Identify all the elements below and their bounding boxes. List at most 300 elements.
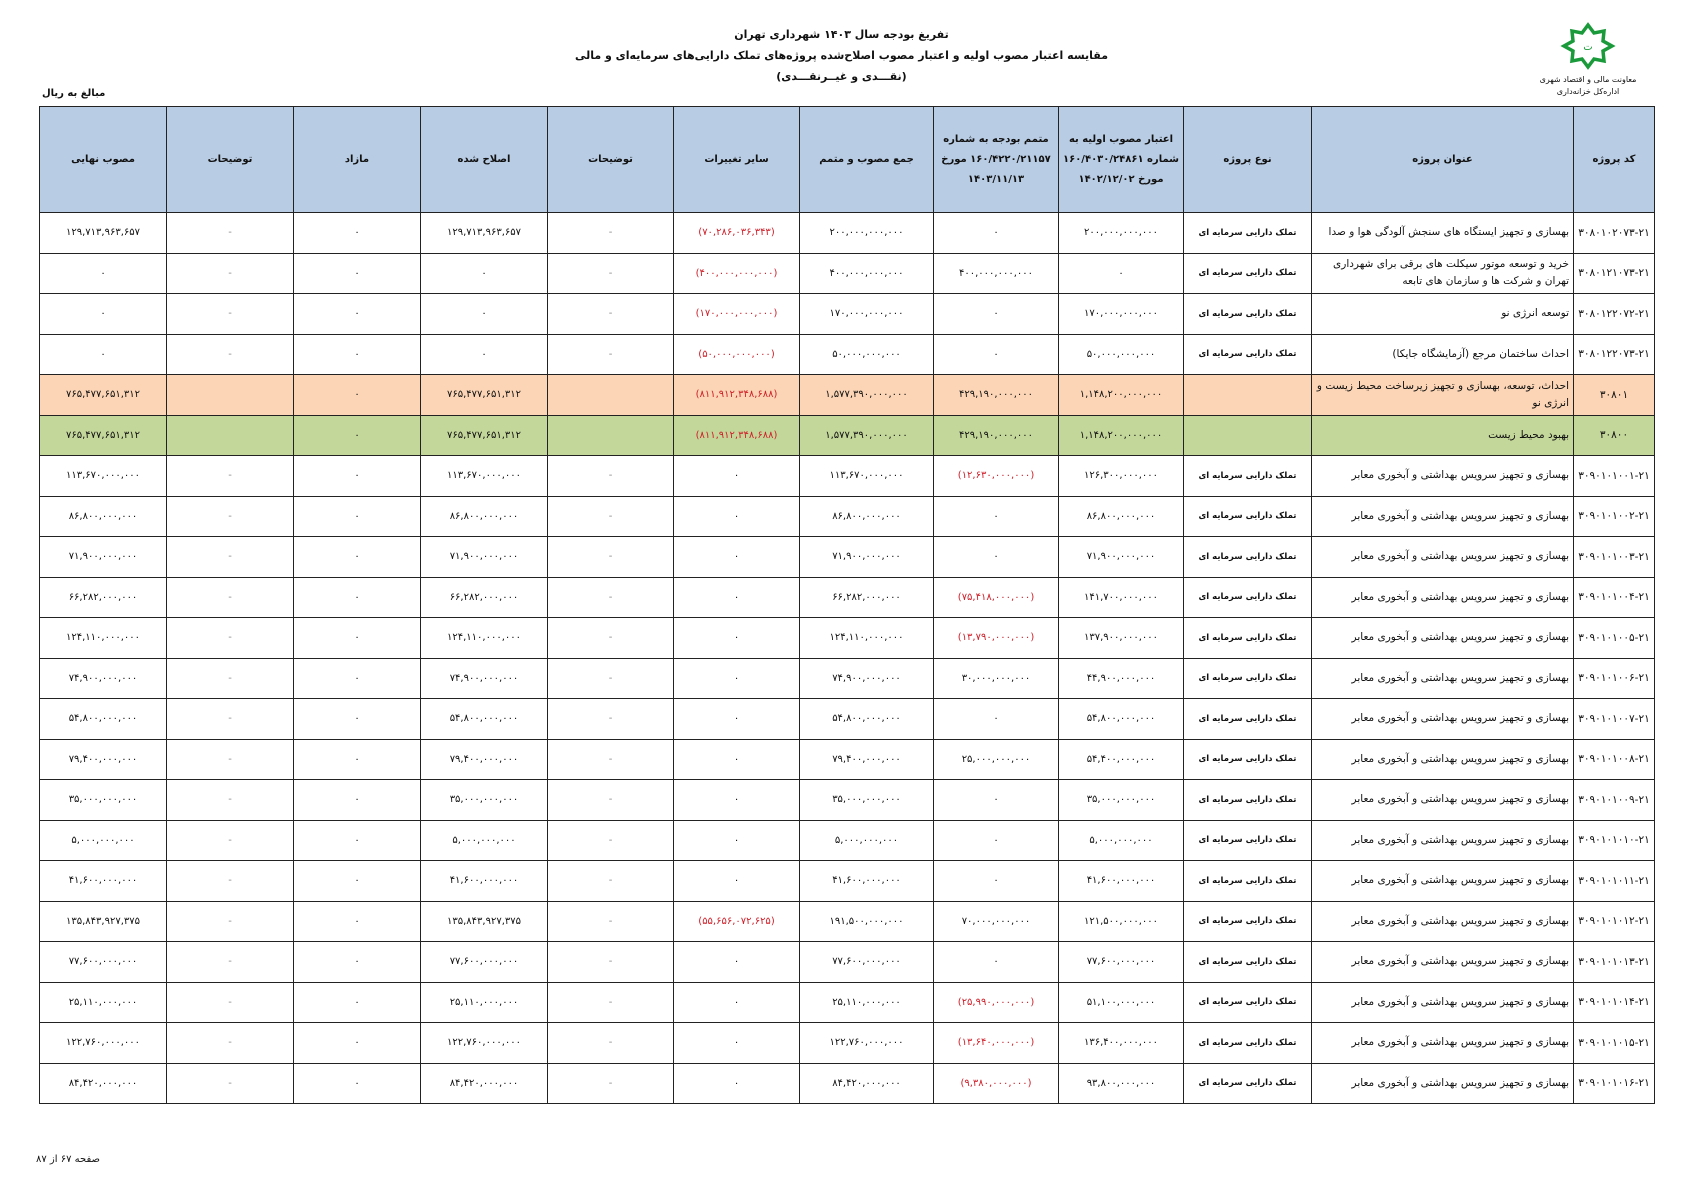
total-approved-cell: ۱۱۳,۶۷۰,۰۰۰,۰۰۰	[800, 456, 934, 497]
table-row	[40, 699, 1655, 740]
total-approved-cell: ۲۰۰,۰۰۰,۰۰۰,۰۰۰	[800, 213, 934, 254]
project-code-cell: ۳۰۹۰۱۰۱۰۰۹-۲۱	[1574, 780, 1655, 821]
final-approved-cell: ۱۳۵,۸۴۳,۹۲۷,۳۷۵	[40, 901, 167, 942]
final-approved-cell: ۷۶۵,۴۷۷,۶۵۱,۳۱۲	[40, 375, 167, 416]
surplus-cell: ۰	[294, 577, 421, 618]
logo-line-2: اداره‌کل خزانه‌داری	[1556, 87, 1620, 96]
final-approved-cell: ۱۲۴,۱۱۰,۰۰۰,۰۰۰	[40, 618, 167, 659]
notes-1-cell: -	[548, 253, 674, 294]
surplus-cell: ۰	[294, 1023, 421, 1064]
final-approved-cell: ۷۶۵,۴۷۷,۶۵۱,۳۱۲	[40, 415, 167, 456]
final-approved-cell: ۳۵,۰۰۰,۰۰۰,۰۰۰	[40, 780, 167, 821]
initial-approved-cell: ۱۷۰,۰۰۰,۰۰۰,۰۰۰	[1059, 294, 1184, 335]
notes-2-cell: -	[167, 901, 294, 942]
project-title-cell: بهسازی و تجهیز سرویس بهداشتی و آبخوری معابر	[1312, 1063, 1574, 1104]
surplus-cell: ۰	[294, 658, 421, 699]
notes-1-cell: -	[548, 334, 674, 375]
supplement-cell: ۰	[934, 699, 1059, 740]
notes-1-cell: -	[548, 861, 674, 902]
project-code-cell: ۳۰۹۰۱۰۱۰۰۵-۲۱	[1574, 618, 1655, 659]
surplus-cell: ۰	[294, 334, 421, 375]
project-title-cell: بهسازی و تجهیز سرویس بهداشتی و آبخوری معابر	[1312, 942, 1574, 983]
final-approved-cell: ۸۶,۸۰۰,۰۰۰,۰۰۰	[40, 496, 167, 537]
revised-cell: ۷۱,۹۰۰,۰۰۰,۰۰۰	[421, 537, 548, 578]
table-row	[40, 739, 1655, 780]
surplus-cell: ۰	[294, 1063, 421, 1104]
other-changes-cell: ۰	[674, 456, 800, 497]
project-type-cell: تملک دارایی سرمایه ای	[1184, 618, 1312, 659]
revised-cell: ۸۴,۴۲۰,۰۰۰,۰۰۰	[421, 1063, 548, 1104]
project-type-cell: تملک دارایی سرمایه ای	[1184, 213, 1312, 254]
header-project-title: عنوان پروژه	[1312, 107, 1574, 213]
final-approved-cell: ۱۱۳,۶۷۰,۰۰۰,۰۰۰	[40, 456, 167, 497]
project-type-cell: تملک دارایی سرمایه ای	[1184, 253, 1312, 294]
table-row-total	[40, 415, 1655, 456]
notes-1-cell: -	[548, 739, 674, 780]
surplus-cell: ۰	[294, 537, 421, 578]
project-code-cell: ۳۰۹۰۱۰۱۰۰۳-۲۱	[1574, 537, 1655, 578]
table-row	[40, 618, 1655, 659]
notes-2-cell: -	[167, 253, 294, 294]
final-approved-cell: ۱۲۹,۷۱۳,۹۶۳,۶۵۷	[40, 213, 167, 254]
project-type-cell: تملک دارایی سرمایه ای	[1184, 496, 1312, 537]
project-type-cell: تملک دارایی سرمایه ای	[1184, 294, 1312, 335]
supplement-cell: ۷۰,۰۰۰,۰۰۰,۰۰۰	[934, 901, 1059, 942]
header-surplus: مازاد	[294, 107, 421, 213]
notes-1-cell: -	[548, 577, 674, 618]
project-code-cell: ۳۰۸۰۱۲۱۰۷۳-۲۱	[1574, 253, 1655, 294]
project-title-cell: بهبود محیط زیست	[1312, 415, 1574, 456]
final-approved-cell: ۸۴,۴۲۰,۰۰۰,۰۰۰	[40, 1063, 167, 1104]
final-approved-cell: ۵۴,۸۰۰,۰۰۰,۰۰۰	[40, 699, 167, 740]
total-approved-cell: ۵,۰۰۰,۰۰۰,۰۰۰	[800, 820, 934, 861]
table-row	[40, 334, 1655, 375]
notes-2-cell: -	[167, 1063, 294, 1104]
table-row	[40, 942, 1655, 983]
project-title-cell: بهسازی و تجهیز سرویس بهداشتی و آبخوری معابر	[1312, 496, 1574, 537]
project-code-cell: ۳۰۹۰۱۰۱۰۱۶-۲۱	[1574, 1063, 1655, 1104]
total-approved-cell: ۱۷۰,۰۰۰,۰۰۰,۰۰۰	[800, 294, 934, 335]
final-approved-cell: ۵,۰۰۰,۰۰۰,۰۰۰	[40, 820, 167, 861]
revised-cell: ۷۶۵,۴۷۷,۶۵۱,۳۱۲	[421, 375, 548, 416]
currency-unit-note: مبالغ به ریال	[42, 88, 106, 99]
supplement-cell: ۴۰۰,۰۰۰,۰۰۰,۰۰۰	[934, 253, 1059, 294]
header-project-code: کد پروژه	[1574, 107, 1655, 213]
other-changes-cell: ۰	[674, 739, 800, 780]
initial-approved-cell: ۳۵,۰۰۰,۰۰۰,۰۰۰	[1059, 780, 1184, 821]
notes-1-cell: -	[548, 901, 674, 942]
project-type-cell: تملک دارایی سرمایه ای	[1184, 780, 1312, 821]
final-approved-cell: ۷۹,۴۰۰,۰۰۰,۰۰۰	[40, 739, 167, 780]
initial-approved-cell: ۱۳۷,۹۰۰,۰۰۰,۰۰۰	[1059, 618, 1184, 659]
revised-cell: ۱۲۲,۷۶۰,۰۰۰,۰۰۰	[421, 1023, 548, 1064]
notes-2-cell: -	[167, 739, 294, 780]
notes-1-cell	[548, 375, 674, 416]
project-title-cell: بهسازی و تجهیز سرویس بهداشتی و آبخوری معابر	[1312, 901, 1574, 942]
notes-2-cell: -	[167, 861, 294, 902]
initial-approved-cell: ۷۷,۶۰۰,۰۰۰,۰۰۰	[1059, 942, 1184, 983]
surplus-cell: ۰	[294, 496, 421, 537]
supplement-cell: ۰	[934, 213, 1059, 254]
initial-approved-cell: ۲۰۰,۰۰۰,۰۰۰,۰۰۰	[1059, 213, 1184, 254]
project-title-cell: توسعه انرژی نو	[1312, 294, 1574, 335]
revised-cell: ۵۴,۸۰۰,۰۰۰,۰۰۰	[421, 699, 548, 740]
document-titles	[0, 24, 1683, 87]
notes-2-cell: -	[167, 496, 294, 537]
total-approved-cell: ۷۹,۴۰۰,۰۰۰,۰۰۰	[800, 739, 934, 780]
supplement-cell: ۰	[934, 496, 1059, 537]
project-type-cell: تملک دارایی سرمایه ای	[1184, 658, 1312, 699]
notes-2-cell	[167, 375, 294, 416]
supplement-cell: ۰	[934, 294, 1059, 335]
notes-2-cell: -	[167, 294, 294, 335]
supplement-cell: ۴۲۹,۱۹۰,۰۰۰,۰۰۰	[934, 375, 1059, 416]
supplement-cell: ۰	[934, 942, 1059, 983]
table-row	[40, 213, 1655, 254]
table-row	[40, 1023, 1655, 1064]
notes-1-cell: -	[548, 820, 674, 861]
supplement-cell: ۴۲۹,۱۹۰,۰۰۰,۰۰۰	[934, 415, 1059, 456]
notes-2-cell: -	[167, 982, 294, 1023]
notes-2-cell: -	[167, 334, 294, 375]
notes-1-cell: -	[548, 294, 674, 335]
supplement-cell: (۹,۳۸۰,۰۰۰,۰۰۰)	[934, 1063, 1059, 1104]
supplement-cell: ۲۵,۰۰۰,۰۰۰,۰۰۰	[934, 739, 1059, 780]
revised-cell: ۵,۰۰۰,۰۰۰,۰۰۰	[421, 820, 548, 861]
header-total-approved: جمع مصوب و متمم	[800, 107, 934, 213]
surplus-cell: ۰	[294, 253, 421, 294]
project-type-cell	[1184, 415, 1312, 456]
other-changes-cell: ۰	[674, 577, 800, 618]
revised-cell: ۷۹,۴۰۰,۰۰۰,۰۰۰	[421, 739, 548, 780]
table-row	[40, 577, 1655, 618]
notes-2-cell: -	[167, 213, 294, 254]
notes-1-cell: -	[548, 699, 674, 740]
table-row	[40, 456, 1655, 497]
surplus-cell: ۰	[294, 456, 421, 497]
final-approved-cell: ۱۲۲,۷۶۰,۰۰۰,۰۰۰	[40, 1023, 167, 1064]
other-changes-cell: (۱۷۰,۰۰۰,۰۰۰,۰۰۰)	[674, 294, 800, 335]
supplement-cell: ۳۰,۰۰۰,۰۰۰,۰۰۰	[934, 658, 1059, 699]
notes-2-cell: -	[167, 699, 294, 740]
total-approved-cell: ۷۷,۶۰۰,۰۰۰,۰۰۰	[800, 942, 934, 983]
logo-line-1: معاونت مالی و اقتصاد شهری	[1539, 75, 1637, 84]
total-approved-cell: ۴۰۰,۰۰۰,۰۰۰,۰۰۰	[800, 253, 934, 294]
project-title-cell: بهسازی و تجهیز ایستگاه های سنجش آلودگی هوا و صدا	[1312, 213, 1574, 254]
final-approved-cell: ۷۴,۹۰۰,۰۰۰,۰۰۰	[40, 658, 167, 699]
other-changes-cell: (۵۰,۰۰۰,۰۰۰,۰۰۰)	[674, 334, 800, 375]
total-approved-cell: ۲۵,۱۱۰,۰۰۰,۰۰۰	[800, 982, 934, 1023]
other-changes-cell: ۰	[674, 820, 800, 861]
project-code-cell: ۳۰۹۰۱۰۱۰۱۲-۲۱	[1574, 901, 1655, 942]
project-type-cell: تملک دارایی سرمایه ای	[1184, 861, 1312, 902]
total-approved-cell: ۳۵,۰۰۰,۰۰۰,۰۰۰	[800, 780, 934, 821]
project-title-cell: بهسازی و تجهیز سرویس بهداشتی و آبخوری معابر	[1312, 537, 1574, 578]
project-type-cell: تملک دارایی سرمایه ای	[1184, 739, 1312, 780]
table-row	[40, 496, 1655, 537]
other-changes-cell: (۸۱۱,۹۱۲,۳۴۸,۶۸۸)	[674, 375, 800, 416]
final-approved-cell: ۰	[40, 334, 167, 375]
project-type-cell: تملک دارایی سرمایه ای	[1184, 456, 1312, 497]
initial-approved-cell: ۵۰,۰۰۰,۰۰۰,۰۰۰	[1059, 334, 1184, 375]
project-type-cell: تملک دارایی سرمایه ای	[1184, 699, 1312, 740]
surplus-cell: ۰	[294, 294, 421, 335]
table-row	[40, 294, 1655, 335]
notes-1-cell: -	[548, 982, 674, 1023]
table-row	[40, 253, 1655, 294]
report-title: تفریغ بودجه سال ۱۴۰۳ شهرداری تهران	[734, 28, 949, 41]
initial-approved-cell: ۱۳۶,۴۰۰,۰۰۰,۰۰۰	[1059, 1023, 1184, 1064]
supplement-cell: ۰	[934, 861, 1059, 902]
tehran-municipality-logo	[1533, 22, 1643, 98]
total-approved-cell: ۱۲۴,۱۱۰,۰۰۰,۰۰۰	[800, 618, 934, 659]
supplement-cell: (۱۳,۶۴۰,۰۰۰,۰۰۰)	[934, 1023, 1059, 1064]
table-row	[40, 1063, 1655, 1104]
surplus-cell: ۰	[294, 780, 421, 821]
header-supplement: متمم بودجه به شماره ۱۶۰/۴۲۲۰/۲۱۱۵۷ مورخ ۱۴۰۳/۱۱/۱۳	[934, 107, 1059, 213]
notes-2-cell: -	[167, 1023, 294, 1064]
surplus-cell: ۰	[294, 213, 421, 254]
table-row	[40, 658, 1655, 699]
total-approved-cell: ۴۱,۶۰۰,۰۰۰,۰۰۰	[800, 861, 934, 902]
table-body	[40, 213, 1655, 1104]
project-type-cell: تملک دارایی سرمایه ای	[1184, 577, 1312, 618]
initial-approved-cell: ۵۱,۱۰۰,۰۰۰,۰۰۰	[1059, 982, 1184, 1023]
supplement-cell: ۰	[934, 820, 1059, 861]
initial-approved-cell: ۹۳,۸۰۰,۰۰۰,۰۰۰	[1059, 1063, 1184, 1104]
final-approved-cell: ۷۱,۹۰۰,۰۰۰,۰۰۰	[40, 537, 167, 578]
total-approved-cell: ۸۴,۴۲۰,۰۰۰,۰۰۰	[800, 1063, 934, 1104]
report-subtitle-2: (نقـــدی و غیــرنقـــدی)	[776, 70, 907, 83]
notes-2-cell: -	[167, 820, 294, 861]
revised-cell: ۷۷,۶۰۰,۰۰۰,۰۰۰	[421, 942, 548, 983]
other-changes-cell: ۰	[674, 861, 800, 902]
initial-approved-cell: ۴۴,۹۰۰,۰۰۰,۰۰۰	[1059, 658, 1184, 699]
project-type-cell: تملک دارایی سرمایه ای	[1184, 1023, 1312, 1064]
project-code-cell: ۳۰۹۰۱۰۱۰۱۰-۲۱	[1574, 820, 1655, 861]
project-type-cell	[1184, 375, 1312, 416]
other-changes-cell: ۰	[674, 982, 800, 1023]
project-code-cell: ۳۰۸۰۱۲۲۰۷۲-۲۱	[1574, 294, 1655, 335]
initial-approved-cell: ۱۲۱,۵۰۰,۰۰۰,۰۰۰	[1059, 901, 1184, 942]
revised-cell: ۷۴,۹۰۰,۰۰۰,۰۰۰	[421, 658, 548, 699]
revised-cell: ۲۵,۱۱۰,۰۰۰,۰۰۰	[421, 982, 548, 1023]
revised-cell: ۳۵,۰۰۰,۰۰۰,۰۰۰	[421, 780, 548, 821]
project-code-cell: ۳۰۹۰۱۰۱۰۰۴-۲۱	[1574, 577, 1655, 618]
other-changes-cell: ۰	[674, 496, 800, 537]
table-row	[40, 820, 1655, 861]
svg-text:ت: ت	[1583, 42, 1593, 53]
supplement-cell: (۱۳,۷۹۰,۰۰۰,۰۰۰)	[934, 618, 1059, 659]
revised-cell: ۱۱۳,۶۷۰,۰۰۰,۰۰۰	[421, 456, 548, 497]
notes-2-cell: -	[167, 537, 294, 578]
initial-approved-cell: ۱,۱۴۸,۲۰۰,۰۰۰,۰۰۰	[1059, 375, 1184, 416]
surplus-cell: ۰	[294, 415, 421, 456]
project-type-cell: تملک دارایی سرمایه ای	[1184, 334, 1312, 375]
initial-approved-cell: ۵۴,۴۰۰,۰۰۰,۰۰۰	[1059, 739, 1184, 780]
total-approved-cell: ۵۰,۰۰۰,۰۰۰,۰۰۰	[800, 334, 934, 375]
notes-2-cell	[167, 415, 294, 456]
surplus-cell: ۰	[294, 942, 421, 983]
table-header-row	[40, 107, 1655, 213]
notes-2-cell: -	[167, 780, 294, 821]
surplus-cell: ۰	[294, 820, 421, 861]
project-type-cell: تملک دارایی سرمایه ای	[1184, 901, 1312, 942]
header-project-type: نوع پروژه	[1184, 107, 1312, 213]
other-changes-cell: ۰	[674, 942, 800, 983]
project-code-cell: ۳۰۹۰۱۰۱۰۰۱-۲۱	[1574, 456, 1655, 497]
revised-cell: ۱۲۴,۱۱۰,۰۰۰,۰۰۰	[421, 618, 548, 659]
project-title-cell: بهسازی و تجهیز سرویس بهداشتی و آبخوری معابر	[1312, 739, 1574, 780]
revised-cell: ۱۳۵,۸۴۳,۹۲۷,۳۷۵	[421, 901, 548, 942]
total-approved-cell: ۶۶,۲۸۲,۰۰۰,۰۰۰	[800, 577, 934, 618]
budget-comparison-table	[39, 106, 1655, 1104]
page-number: صفحه ۶۷ از ۸۷	[36, 1154, 101, 1165]
notes-1-cell: -	[548, 1063, 674, 1104]
total-approved-cell: ۱,۵۷۷,۳۹۰,۰۰۰,۰۰۰	[800, 375, 934, 416]
project-type-cell: تملک دارایی سرمایه ای	[1184, 982, 1312, 1023]
supplement-cell: (۱۲,۶۳۰,۰۰۰,۰۰۰)	[934, 456, 1059, 497]
notes-2-cell: -	[167, 618, 294, 659]
table-row	[40, 537, 1655, 578]
project-code-cell: ۳۰۸۰۱۰۲۰۷۳-۲۱	[1574, 213, 1655, 254]
project-type-cell: تملک دارایی سرمایه ای	[1184, 1063, 1312, 1104]
project-code-cell: ۳۰۹۰۱۰۱۰۰۸-۲۱	[1574, 739, 1655, 780]
initial-approved-cell: ۱,۱۴۸,۲۰۰,۰۰۰,۰۰۰	[1059, 415, 1184, 456]
other-changes-cell: ۰	[674, 618, 800, 659]
total-approved-cell: ۱,۵۷۷,۳۹۰,۰۰۰,۰۰۰	[800, 415, 934, 456]
notes-1-cell: -	[548, 456, 674, 497]
revised-cell: ۰	[421, 253, 548, 294]
project-title-cell: بهسازی و تجهیز سرویس بهداشتی و آبخوری معابر	[1312, 780, 1574, 821]
other-changes-cell: (۸۱۱,۹۱۲,۳۴۸,۶۸۸)	[674, 415, 800, 456]
other-changes-cell: ۰	[674, 1023, 800, 1064]
total-approved-cell: ۱۲۲,۷۶۰,۰۰۰,۰۰۰	[800, 1023, 934, 1064]
revised-cell: ۸۶,۸۰۰,۰۰۰,۰۰۰	[421, 496, 548, 537]
project-type-cell: تملک دارایی سرمایه ای	[1184, 820, 1312, 861]
project-code-cell: ۳۰۹۰۱۰۱۰۰۶-۲۱	[1574, 658, 1655, 699]
table-row	[40, 861, 1655, 902]
project-title-cell: بهسازی و تجهیز سرویس بهداشتی و آبخوری معابر	[1312, 577, 1574, 618]
revised-cell: ۷۶۵,۴۷۷,۶۵۱,۳۱۲	[421, 415, 548, 456]
notes-1-cell: -	[548, 618, 674, 659]
project-title-cell: بهسازی و تجهیز سرویس بهداشتی و آبخوری معابر	[1312, 456, 1574, 497]
initial-approved-cell: ۸۶,۸۰۰,۰۰۰,۰۰۰	[1059, 496, 1184, 537]
header-initial-approved: اعتبار مصوب اولیه به شماره ۱۶۰/۴۰۳۰/۲۴۸۶۱ مورخ ۱۴۰۲/۱۲/۰۲	[1059, 107, 1184, 213]
notes-2-cell: -	[167, 577, 294, 618]
project-code-cell: ۳۰۹۰۱۰۱۰۰۷-۲۱	[1574, 699, 1655, 740]
other-changes-cell: (۷۰,۲۸۶,۰۳۶,۳۴۳)	[674, 213, 800, 254]
initial-approved-cell: ۷۱,۹۰۰,۰۰۰,۰۰۰	[1059, 537, 1184, 578]
supplement-cell: ۰	[934, 334, 1059, 375]
notes-1-cell: -	[548, 942, 674, 983]
surplus-cell: ۰	[294, 699, 421, 740]
surplus-cell: ۰	[294, 982, 421, 1023]
revised-cell: ۱۲۹,۷۱۳,۹۶۳,۶۵۷	[421, 213, 548, 254]
total-approved-cell: ۷۱,۹۰۰,۰۰۰,۰۰۰	[800, 537, 934, 578]
table-row	[40, 982, 1655, 1023]
total-approved-cell: ۱۹۱,۵۰۰,۰۰۰,۰۰۰	[800, 901, 934, 942]
project-title-cell: خرید و توسعه موتور سیکلت های برقی برای شهرداری تهران و شرکت ها و سازمان های تابعه	[1312, 253, 1574, 294]
initial-approved-cell: ۱۴۱,۷۰۰,۰۰۰,۰۰۰	[1059, 577, 1184, 618]
surplus-cell: ۰	[294, 739, 421, 780]
report-subtitle: مقایسه اعتبار مصوب اولیه و اعتبار مصوب اصلاح‌شده پروژه‌های تملک دارایی‌های سرمایه‌ای و مالی	[574, 49, 1109, 62]
surplus-cell: ۰	[294, 618, 421, 659]
municipality-emblem-icon	[1557, 22, 1619, 70]
supplement-cell: ۰	[934, 780, 1059, 821]
header-final-approved: مصوب نهایی	[40, 107, 167, 213]
notes-1-cell: -	[548, 213, 674, 254]
project-code-cell: ۳۰۹۰۱۰۱۰۱۵-۲۱	[1574, 1023, 1655, 1064]
total-approved-cell: ۸۶,۸۰۰,۰۰۰,۰۰۰	[800, 496, 934, 537]
notes-1-cell: -	[548, 658, 674, 699]
final-approved-cell: ۲۵,۱۱۰,۰۰۰,۰۰۰	[40, 982, 167, 1023]
project-code-cell: ۳۰۹۰۱۰۱۰۱۱-۲۱	[1574, 861, 1655, 902]
notes-1-cell: -	[548, 780, 674, 821]
final-approved-cell: ۷۷,۶۰۰,۰۰۰,۰۰۰	[40, 942, 167, 983]
project-title-cell: بهسازی و تجهیز سرویس بهداشتی و آبخوری معابر	[1312, 1023, 1574, 1064]
initial-approved-cell: ۵۴,۸۰۰,۰۰۰,۰۰۰	[1059, 699, 1184, 740]
notes-2-cell: -	[167, 456, 294, 497]
project-code-cell: ۳۰۹۰۱۰۱۰۱۳-۲۱	[1574, 942, 1655, 983]
project-title-cell: احداث، توسعه، بهسازی و تجهیز زیرساخت محیط زیست و انرژی نو	[1312, 375, 1574, 416]
surplus-cell: ۰	[294, 901, 421, 942]
other-changes-cell: ۰	[674, 537, 800, 578]
initial-approved-cell: ۱۲۶,۳۰۰,۰۰۰,۰۰۰	[1059, 456, 1184, 497]
initial-approved-cell: ۵,۰۰۰,۰۰۰,۰۰۰	[1059, 820, 1184, 861]
project-title-cell: بهسازی و تجهیز سرویس بهداشتی و آبخوری معابر	[1312, 618, 1574, 659]
revised-cell: ۴۱,۶۰۰,۰۰۰,۰۰۰	[421, 861, 548, 902]
surplus-cell: ۰	[294, 375, 421, 416]
notes-1-cell: -	[548, 496, 674, 537]
table-row	[40, 780, 1655, 821]
total-approved-cell: ۵۴,۸۰۰,۰۰۰,۰۰۰	[800, 699, 934, 740]
project-title-cell: بهسازی و تجهیز سرویس بهداشتی و آبخوری معابر	[1312, 699, 1574, 740]
initial-approved-cell: ۴۱,۶۰۰,۰۰۰,۰۰۰	[1059, 861, 1184, 902]
other-changes-cell: ۰	[674, 780, 800, 821]
other-changes-cell: ۰	[674, 658, 800, 699]
project-code-cell: ۳۰۹۰۱۰۱۰۱۴-۲۱	[1574, 982, 1655, 1023]
project-code-cell: ۳۰۸۰۰	[1574, 415, 1655, 456]
header-revised: اصلاح شده	[421, 107, 548, 213]
revised-cell: ۰	[421, 334, 548, 375]
notes-2-cell: -	[167, 942, 294, 983]
surplus-cell: ۰	[294, 861, 421, 902]
project-type-cell: تملک دارایی سرمایه ای	[1184, 537, 1312, 578]
header-notes-2: توضیحات	[167, 107, 294, 213]
supplement-cell: ۰	[934, 537, 1059, 578]
project-title-cell: بهسازی و تجهیز سرویس بهداشتی و آبخوری معابر	[1312, 861, 1574, 902]
supplement-cell: (۲۵,۹۹۰,۰۰۰,۰۰۰)	[934, 982, 1059, 1023]
table-row-subtotal	[40, 375, 1655, 416]
project-type-cell: تملک دارایی سرمایه ای	[1184, 942, 1312, 983]
revised-cell: ۰	[421, 294, 548, 335]
notes-1-cell	[548, 415, 674, 456]
project-title-cell: احداث ساختمان مرجع (آزمایشگاه جایکا)	[1312, 334, 1574, 375]
project-code-cell: ۳۰۹۰۱۰۱۰۰۲-۲۱	[1574, 496, 1655, 537]
project-code-cell: ۳۰۸۰۱	[1574, 375, 1655, 416]
other-changes-cell: (۵۵,۶۵۶,۰۷۲,۶۲۵)	[674, 901, 800, 942]
other-changes-cell: ۰	[674, 1063, 800, 1104]
final-approved-cell: ۰	[40, 253, 167, 294]
other-changes-cell: ۰	[674, 699, 800, 740]
project-title-cell: بهسازی و تجهیز سرویس بهداشتی و آبخوری معابر	[1312, 658, 1574, 699]
final-approved-cell: ۰	[40, 294, 167, 335]
final-approved-cell: ۴۱,۶۰۰,۰۰۰,۰۰۰	[40, 861, 167, 902]
table-row	[40, 901, 1655, 942]
initial-approved-cell: ۰	[1059, 253, 1184, 294]
final-approved-cell: ۶۶,۲۸۲,۰۰۰,۰۰۰	[40, 577, 167, 618]
